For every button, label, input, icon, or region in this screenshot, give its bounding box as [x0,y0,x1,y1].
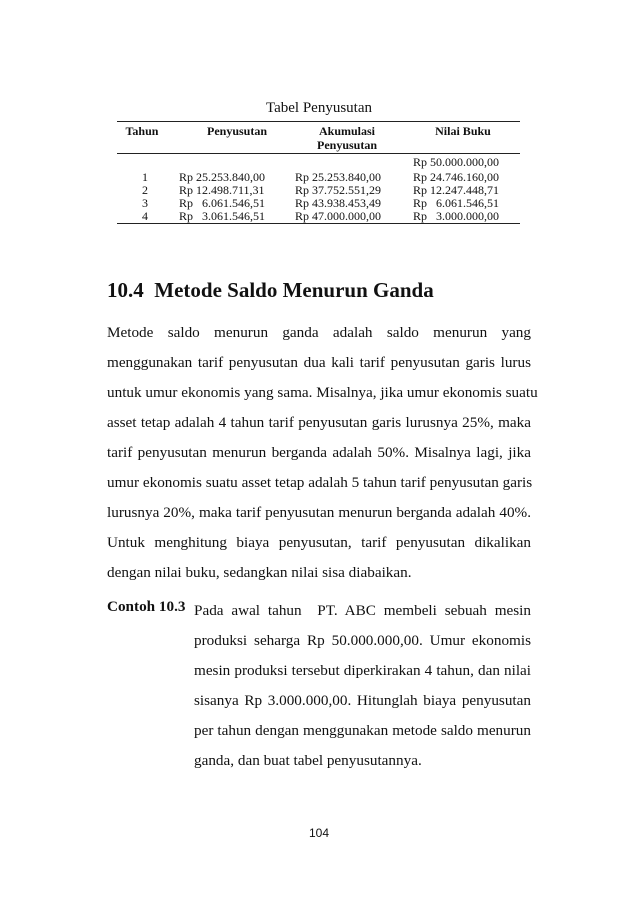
section-paragraph [107,318,538,588]
row4-akumulasi: Rp 47.000.000,00 [295,209,382,223]
example-label: Contoh 10.3 [107,598,186,615]
example-line: Pada awal tahun PT. ABC membeli sebuah mesin [194,602,531,619]
row2-penyusutan: Rp 12.498.711,31 [179,183,265,197]
row4-nilai-buku: Rp 3.000.000,00 [413,209,500,223]
example-line: mesin produksi tersebut diperkirakan 4 tahun, dan nilai [194,662,531,679]
example-line: sisanya Rp 3.000.000,00. Hitunglah biaya penyusutan [194,692,531,709]
header-nilai-buku: Nilai Buku [435,124,491,138]
row1-akumulasi: Rp 25.253.840,00 [295,170,382,184]
example-line: ganda, dan buat tabel penyusutannya. [194,752,422,769]
header-akumulasi [295,124,399,152]
initial-nilai-buku: Rp 50.000.000,00 [413,155,500,169]
row2-nilai-buku: Rp 12.247.448,71 [413,183,500,197]
example-line: per tahun dengan menggunakan metode saldo menurun [194,722,531,739]
paragraph-line: asset tetap adalah 4 tahun tarif penyusutan garis lurusnya 25%, maka [107,414,531,431]
row2-tahun: 2 [142,183,148,197]
paragraph-line: menggunakan tarif penyusutan dua kali tarif penyusutan garis lurus [107,354,531,371]
section-heading: 10.4 Metode Saldo Menurun Ganda [107,278,434,302]
row3-nilai-buku: Rp 6.061.546,51 [413,196,500,210]
paragraph-line: tarif penyusutan menurun berganda adalah 50%. Misalnya lagi, jika [107,444,531,461]
example-line: produksi seharga Rp 50.000.000,00. Umur ekonomis [194,632,531,649]
row2-akumulasi: Rp 37.752.551,29 [295,183,382,197]
row3-tahun: 3 [142,196,148,210]
paragraph-line: dengan nilai buku, sedangkan nilai sisa diabaikan. [107,564,412,581]
page-number: 104 [308,826,330,840]
paragraph-line: umur ekonomis suatu asset tetap adalah 5 tahun tarif penyusutan garis [107,474,533,491]
table-header-rule [117,153,520,154]
paragraph-line: untuk umur ekonomis yang sama. Misalnya, jika umur ekonomis suatu [107,384,538,401]
paragraph-line: Metode saldo menurun ganda adalah saldo menurun yang [107,324,531,341]
row1-penyusutan: Rp 25.253.840,00 [179,170,266,184]
row1-tahun: 1 [142,170,148,184]
header-penyusutan: Penyusutan [206,124,268,138]
row1-nilai-buku: Rp 24.746.160,00 [413,170,500,184]
header-tahun: Tahun [125,124,159,138]
table-title: Tabel Penyusutan [265,100,372,116]
example-body [194,596,531,776]
row4-tahun: 4 [142,209,148,223]
paragraph-line: lurusnya 20%, maka tarif penyusutan menurun berganda adalah 40%. [107,504,531,521]
paragraph-line: Untuk menghitung biaya penyusutan, tarif penyusutan dikalikan [107,534,531,551]
table-top-rule [117,121,520,122]
header-akumulasi-line1: Akumulasi [318,124,376,138]
row3-penyusutan: Rp 6.061.546,51 [179,196,266,210]
table-bottom-rule [117,223,520,224]
row3-akumulasi: Rp 43.938.453,49 [295,196,382,210]
row4-penyusutan: Rp 3.061.546,51 [179,209,266,223]
header-akumulasi-line2: Penyusutan [316,138,378,152]
